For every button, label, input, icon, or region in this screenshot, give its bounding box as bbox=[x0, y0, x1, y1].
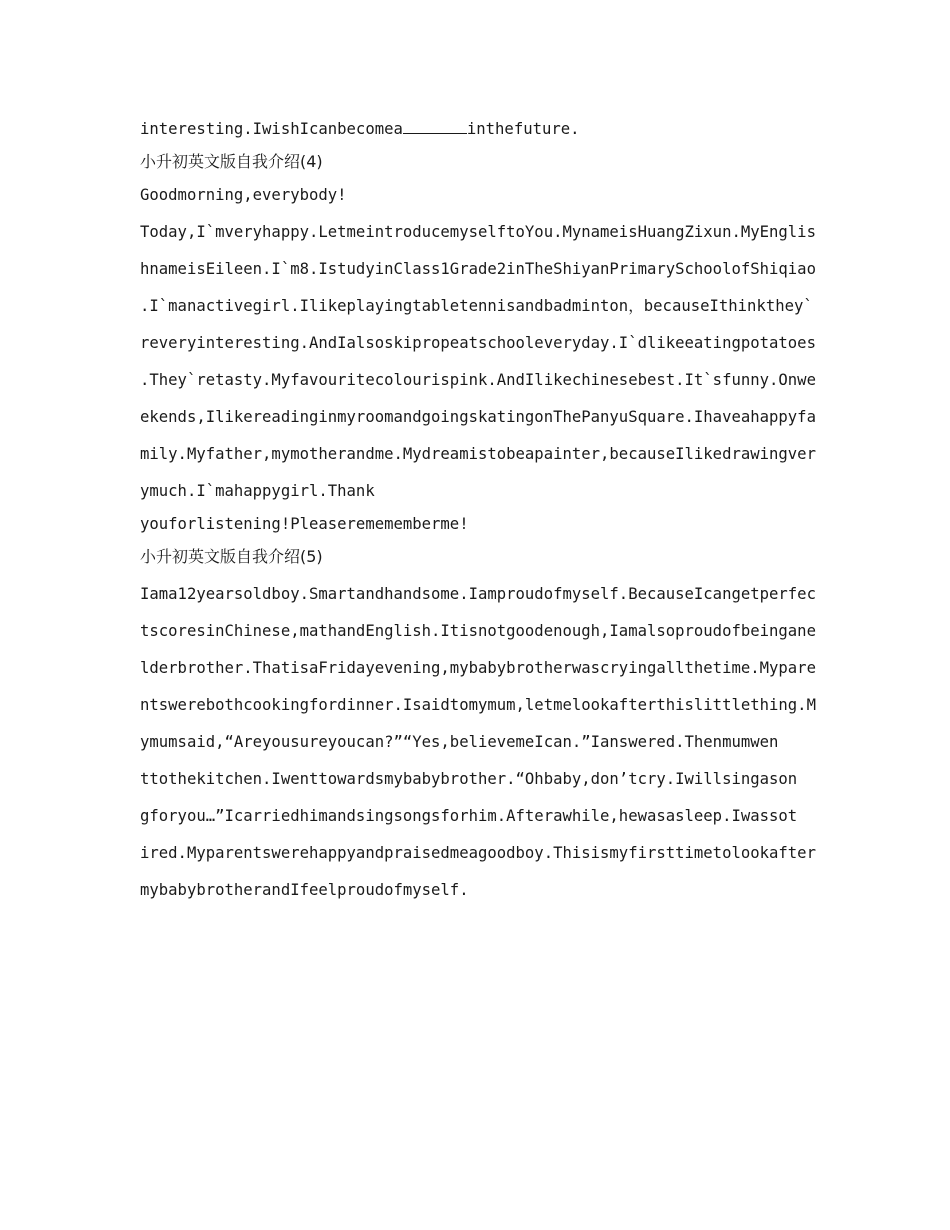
intro-tail-before-blank: interesting.IwishIcanbecomea bbox=[140, 120, 403, 138]
section-4-line-8: ymuch.I`mahappygirl.Thank bbox=[140, 482, 375, 500]
section-4-line-9: youforlistening!Pleaseremememberme! bbox=[140, 515, 469, 533]
intro-tail-line bbox=[140, 118, 812, 140]
section-5-line-9: mybabybrotherandIfeelproudofmyself. bbox=[140, 881, 469, 899]
section-5-line-4: ntswerebothcookingfordinner.Isaidtomymum,letmelookafterthislittlething.M bbox=[140, 696, 816, 714]
section-4-line-2: hnameisEileen.I`m8.IstudyinClass1Grade2inTheShiyanPrimarySchoolofShiqiao bbox=[140, 260, 816, 278]
section-5-line-6: ttothekitchen.Iwenttowardsmybabybrother.“Ohbaby,don’tcry.Iwillsingason bbox=[140, 770, 798, 788]
document-page bbox=[140, 118, 816, 901]
section-5-line-3: lderbrother.ThatisaFridayevening,mybabybrotherwascryingallthetime.Mypare bbox=[140, 659, 816, 677]
section-4-line-5: .They`retasty.Myfavouritecolourispink.AndIlikechinesebest.It`sfunny.Onwe bbox=[140, 371, 816, 389]
section-4-line-7: mily.Myfather,mymotherandme.Mydreamistobeapainter,becauseIlikedrawingver bbox=[140, 445, 816, 463]
section-5-line-2: tscoresinChinese,mathandEnglish.Itisnotgoodenough,Iamalsoproudofbeingane bbox=[140, 622, 816, 640]
section-4-line-3: .I`manactivegirl.Ilikeplayingtabletennisandbadminton，becauseIthinkthey` bbox=[140, 297, 813, 315]
intro-tail-after-blank: inthefuture. bbox=[466, 120, 580, 138]
section-4-line-1: Today,I`mveryhappy.LetmeintroducemyselftoYou.MynameisHuangZixun.MyEnglis bbox=[140, 223, 816, 241]
section-5-line-8: ired.Myparentswerehappyandpraisedmeagoodboy.Thisismyfirsttimetolookafter bbox=[140, 844, 816, 862]
section-4-line-6: ekends,IlikereadinginmyroomandgoingskatingonThePanyuSquare.Ihaveahappyfa bbox=[140, 408, 816, 426]
section-5-line-7: gforyou…”Icarriedhimandsingsongsforhim.Afterawhile,hewasasleep.Iwassot bbox=[140, 807, 798, 825]
section-4-greeting: Goodmorning,everybody! bbox=[140, 186, 347, 204]
answer-blank bbox=[403, 119, 467, 134]
section-5-line-5: ymumsaid,“Areyousureyoucan?”“Yes,believemeIcan.”Ianswered.Thenmumwen bbox=[140, 733, 779, 751]
section-5-heading: 小升初英文版自我介绍(5) bbox=[140, 547, 323, 566]
section-4-heading: 小升初英文版自我介绍(4) bbox=[140, 152, 323, 171]
section-4-line-4: reveryinteresting.AndIalsoskipropeatschooleveryday.I`dlikeeatingpotatoes bbox=[140, 334, 816, 352]
section-5-line-1: Iama12yearsoldboy.Smartandhandsome.Iamproudofmyself.BecauseIcangetperfec bbox=[140, 585, 816, 603]
